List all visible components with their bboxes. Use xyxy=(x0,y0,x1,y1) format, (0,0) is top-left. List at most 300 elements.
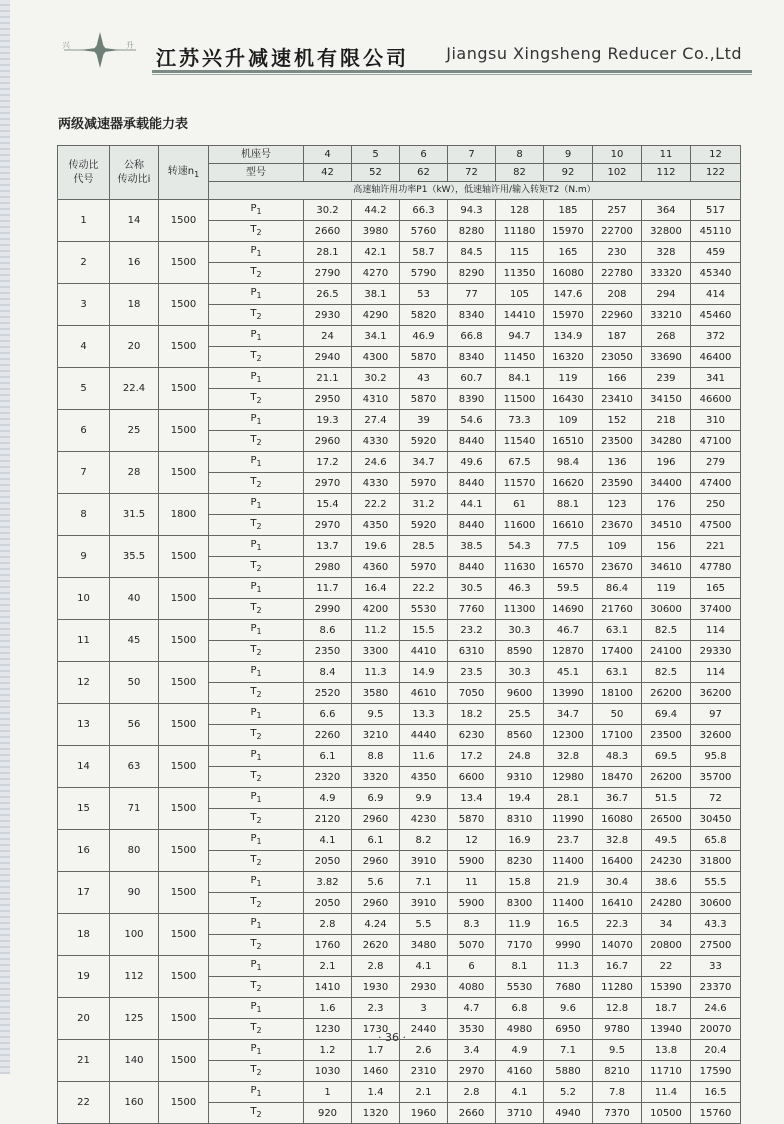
nominal-ratio-cell: 25 xyxy=(110,410,159,452)
p1-value-cell: 63.1 xyxy=(593,662,642,683)
nominal-ratio-cell: 160 xyxy=(110,1082,159,1124)
t2-label xyxy=(209,935,304,956)
speed-cell: 1500 xyxy=(159,410,209,452)
t2-value-cell: 24100 xyxy=(642,641,691,662)
p1-value-cell: 84.1 xyxy=(496,368,544,389)
p1-value-cell: 16.9 xyxy=(496,830,544,851)
t2-value-cell: 2930 xyxy=(304,305,352,326)
t-subscript: 2 xyxy=(256,984,262,993)
p1-label xyxy=(209,746,304,767)
t2-value-cell: 5920 xyxy=(400,515,448,536)
p1-value-cell: 24.6 xyxy=(691,998,741,1019)
p1-value-cell: 517 xyxy=(691,200,741,221)
speed-label: 转速n xyxy=(167,165,195,177)
t2-value-cell: 5870 xyxy=(400,389,448,410)
t2-value-cell: 2350 xyxy=(304,641,352,662)
speed-cell: 1500 xyxy=(159,578,209,620)
p1-value-cell: 115 xyxy=(496,242,544,263)
p-subscript: 1 xyxy=(256,501,262,510)
p1-value-cell: 6 xyxy=(448,956,496,977)
t2-value-cell: 11300 xyxy=(496,599,544,620)
t2-value-cell: 2790 xyxy=(304,263,352,284)
ratio-code-cell: 14 xyxy=(58,746,110,788)
t2-value-cell: 26500 xyxy=(642,809,691,830)
t2-value-cell: 9780 xyxy=(593,1019,642,1040)
p1-value-cell: 42.1 xyxy=(352,242,400,263)
p-subscript: 1 xyxy=(256,711,262,720)
t2-value-cell: 2990 xyxy=(304,599,352,620)
t-subscript: 2 xyxy=(256,354,262,363)
p1-value-cell: 36.7 xyxy=(593,788,642,809)
t2-value-cell: 22960 xyxy=(593,305,642,326)
speed-cell: 1500 xyxy=(159,620,209,662)
frame-number-cell: 4 xyxy=(304,146,352,164)
t2-value-cell: 3320 xyxy=(352,767,400,788)
nominal-ratio-cell: 14 xyxy=(110,200,159,242)
t2-value-cell: 8560 xyxy=(496,725,544,746)
t2-value-cell: 2930 xyxy=(400,977,448,998)
p1-value-cell: 176 xyxy=(642,494,691,515)
t-letter: T xyxy=(250,644,257,655)
t2-value-cell: 4410 xyxy=(400,641,448,662)
p1-value-cell: 18.2 xyxy=(448,704,496,725)
t2-value-cell: 11540 xyxy=(496,431,544,452)
p1-value-cell: 19.4 xyxy=(496,788,544,809)
p1-value-cell: 34.7 xyxy=(544,704,593,725)
t-letter: T xyxy=(250,224,257,235)
ratio-code-cell: 19 xyxy=(58,956,110,998)
p1-value-cell: 8.4 xyxy=(304,662,352,683)
p1-value-cell: 61 xyxy=(496,494,544,515)
t-letter: T xyxy=(250,266,257,277)
p1-label xyxy=(209,998,304,1019)
t2-value-cell: 11990 xyxy=(544,809,593,830)
p1-value-cell: 114 xyxy=(691,662,741,683)
t2-value-cell: 2940 xyxy=(304,347,352,368)
t-subscript: 2 xyxy=(256,816,262,825)
t2-value-cell: 5870 xyxy=(448,809,496,830)
t2-label xyxy=(209,347,304,368)
p1-value-cell: 414 xyxy=(691,284,741,305)
table-row-p1 xyxy=(58,1082,741,1103)
p1-label xyxy=(209,536,304,557)
t2-value-cell: 2310 xyxy=(400,1061,448,1082)
p1-value-cell: 23.5 xyxy=(448,662,496,683)
frame-number-cell: 10 xyxy=(593,146,642,164)
p-subscript: 1 xyxy=(256,543,262,552)
p-subscript: 1 xyxy=(256,375,262,384)
t2-value-cell: 8340 xyxy=(448,347,496,368)
p-letter: P xyxy=(250,245,257,256)
t-letter: T xyxy=(250,434,257,445)
p1-value-cell: 17.2 xyxy=(304,452,352,473)
p1-label xyxy=(209,956,304,977)
t2-value-cell: 11400 xyxy=(544,893,593,914)
t2-value-cell: 1410 xyxy=(304,977,352,998)
p1-value-cell: 4.9 xyxy=(496,1040,544,1061)
p1-value-cell: 2.1 xyxy=(400,1082,448,1103)
p1-value-cell: 221 xyxy=(691,536,741,557)
p-letter: P xyxy=(250,917,257,928)
p-subscript: 1 xyxy=(256,333,262,342)
nominal-ratio-cell: 100 xyxy=(110,914,159,956)
p1-value-cell: 69.5 xyxy=(642,746,691,767)
p1-value-cell: 11.3 xyxy=(352,662,400,683)
t2-label xyxy=(209,557,304,578)
p1-value-cell: 109 xyxy=(593,536,642,557)
p1-value-cell: 8.8 xyxy=(352,746,400,767)
t2-value-cell: 6230 xyxy=(448,725,496,746)
t2-value-cell: 5760 xyxy=(400,221,448,242)
p1-value-cell: 46.3 xyxy=(496,578,544,599)
ratio-code-cell: 1 xyxy=(58,200,110,242)
t-subscript: 2 xyxy=(256,648,262,657)
p1-label xyxy=(209,200,304,221)
load-capacity-table xyxy=(57,145,741,1124)
frame-number-cell: 8 xyxy=(496,146,544,164)
p-subscript: 1 xyxy=(256,459,262,468)
p1-value-cell: 13.8 xyxy=(642,1040,691,1061)
p1-value-cell: 55.5 xyxy=(691,872,741,893)
model-number-cell: 82 xyxy=(496,164,544,182)
p1-value-cell: 53 xyxy=(400,284,448,305)
p1-value-cell: 54.6 xyxy=(448,410,496,431)
nominal-ratio-cell: 18 xyxy=(110,284,159,326)
t2-value-cell: 45110 xyxy=(691,221,741,242)
t2-value-cell: 5900 xyxy=(448,851,496,872)
nominal-ratio-cell: 56 xyxy=(110,704,159,746)
t2-value-cell: 46400 xyxy=(691,347,741,368)
p-subscript: 1 xyxy=(256,795,262,804)
nominal-ratio-cell: 140 xyxy=(110,1040,159,1082)
t2-value-cell: 24230 xyxy=(642,851,691,872)
t2-value-cell: 920 xyxy=(304,1103,352,1124)
t2-value-cell: 22780 xyxy=(593,263,642,284)
t2-value-cell: 7170 xyxy=(496,935,544,956)
t2-value-cell: 20070 xyxy=(691,1019,741,1040)
table-row-p1 xyxy=(58,788,741,809)
p1-value-cell: 88.1 xyxy=(544,494,593,515)
speed-cell: 1500 xyxy=(159,242,209,284)
t2-value-cell: 2960 xyxy=(352,893,400,914)
t2-value-cell: 8310 xyxy=(496,809,544,830)
p1-value-cell: 51.5 xyxy=(642,788,691,809)
frame-number-cell: 12 xyxy=(691,146,741,164)
t2-value-cell: 13940 xyxy=(642,1019,691,1040)
t2-value-cell: 17590 xyxy=(691,1061,741,1082)
p1-value-cell: 123 xyxy=(593,494,642,515)
t2-value-cell: 16510 xyxy=(544,431,593,452)
nominal-ratio-cell: 20 xyxy=(110,326,159,368)
t2-value-cell: 2440 xyxy=(400,1019,448,1040)
col-header-nominal-ratio: 公称 传动比i xyxy=(110,146,159,200)
t-subscript: 2 xyxy=(256,900,262,909)
nominal-ratio-cell: 35.5 xyxy=(110,536,159,578)
p1-value-cell: 6.8 xyxy=(496,998,544,1019)
p1-value-cell: 7.1 xyxy=(400,872,448,893)
p1-value-cell: 7.8 xyxy=(593,1082,642,1103)
speed-cell: 1500 xyxy=(159,704,209,746)
p1-value-cell: 20.4 xyxy=(691,1040,741,1061)
p1-value-cell: 1.6 xyxy=(304,998,352,1019)
t2-value-cell: 33320 xyxy=(642,263,691,284)
speed-cell: 1500 xyxy=(159,956,209,998)
p1-value-cell: 11.4 xyxy=(642,1082,691,1103)
p1-value-cell: 279 xyxy=(691,452,741,473)
t2-value-cell: 5820 xyxy=(400,305,448,326)
ratio-code-cell: 10 xyxy=(58,578,110,620)
p1-value-cell: 239 xyxy=(642,368,691,389)
p-letter: P xyxy=(250,455,257,466)
p1-value-cell: 67.5 xyxy=(496,452,544,473)
p-subscript: 1 xyxy=(256,627,262,636)
t-subscript: 2 xyxy=(256,312,262,321)
nominal-ratio-cell: 16 xyxy=(110,242,159,284)
p1-value-cell: 4.9 xyxy=(304,788,352,809)
p-letter: P xyxy=(250,413,257,424)
table-body xyxy=(58,146,741,1124)
t2-value-cell: 4290 xyxy=(352,305,400,326)
p-letter: P xyxy=(250,371,257,382)
t2-label xyxy=(209,1103,304,1124)
t2-value-cell: 6950 xyxy=(544,1019,593,1040)
t2-value-cell: 2260 xyxy=(304,725,352,746)
t2-value-cell: 20800 xyxy=(642,935,691,956)
t2-value-cell: 23370 xyxy=(691,977,741,998)
t2-value-cell: 4300 xyxy=(352,347,400,368)
t2-value-cell: 3910 xyxy=(400,893,448,914)
p1-value-cell: 257 xyxy=(593,200,642,221)
p1-value-cell: 4.7 xyxy=(448,998,496,1019)
t-subscript: 2 xyxy=(256,1026,262,1035)
t2-value-cell: 8280 xyxy=(448,221,496,242)
row-label-model: 型号 xyxy=(209,164,304,182)
p1-value-cell: 2.1 xyxy=(304,956,352,977)
nominal-ratio-cell: 22.4 xyxy=(110,368,159,410)
t2-value-cell: 16620 xyxy=(544,473,593,494)
t2-value-cell: 3480 xyxy=(400,935,448,956)
t2-value-cell: 31800 xyxy=(691,851,741,872)
t2-value-cell: 11450 xyxy=(496,347,544,368)
p-subscript: 1 xyxy=(256,837,262,846)
t2-value-cell: 15390 xyxy=(642,977,691,998)
p1-value-cell: 65.8 xyxy=(691,830,741,851)
p1-value-cell: 34.1 xyxy=(352,326,400,347)
t2-value-cell: 1230 xyxy=(304,1019,352,1040)
p1-value-cell: 82.5 xyxy=(642,662,691,683)
p-subscript: 1 xyxy=(256,417,262,426)
t-letter: T xyxy=(250,1064,257,1075)
p1-value-cell: 84.5 xyxy=(448,242,496,263)
t2-value-cell: 2660 xyxy=(304,221,352,242)
p1-value-cell: 24.8 xyxy=(496,746,544,767)
p1-value-cell: 187 xyxy=(593,326,642,347)
t2-value-cell: 4980 xyxy=(496,1019,544,1040)
p1-value-cell: 11.9 xyxy=(496,914,544,935)
ratio-code-cell: 2 xyxy=(58,242,110,284)
p-letter: P xyxy=(250,539,257,550)
nominal-ratio-cell: 112 xyxy=(110,956,159,998)
table-row-p1 xyxy=(58,494,741,515)
table-row-p1 xyxy=(58,326,741,347)
p-subscript: 1 xyxy=(256,753,262,762)
p1-value-cell: 6.1 xyxy=(352,830,400,851)
t2-value-cell: 23050 xyxy=(593,347,642,368)
t2-value-cell: 4350 xyxy=(352,515,400,536)
t2-value-cell: 22700 xyxy=(593,221,642,242)
p1-value-cell: 27.4 xyxy=(352,410,400,431)
logo-char-right: 升 xyxy=(126,41,134,50)
p1-value-cell: 94.3 xyxy=(448,200,496,221)
p1-value-cell: 7.1 xyxy=(544,1040,593,1061)
t2-value-cell: 47400 xyxy=(691,473,741,494)
p-letter: P xyxy=(250,1001,257,1012)
p1-value-cell: 30.5 xyxy=(448,578,496,599)
p1-value-cell: 9.5 xyxy=(593,1040,642,1061)
p1-label xyxy=(209,914,304,935)
t2-value-cell: 2120 xyxy=(304,809,352,830)
nominal-ratio-cell: 28 xyxy=(110,452,159,494)
p1-label xyxy=(209,578,304,599)
p1-value-cell: 86.4 xyxy=(593,578,642,599)
t2-value-cell: 26200 xyxy=(642,767,691,788)
t2-label xyxy=(209,851,304,872)
p1-value-cell: 16.5 xyxy=(544,914,593,935)
table-row-p1 xyxy=(58,830,741,851)
p1-value-cell: 34 xyxy=(642,914,691,935)
t2-value-cell: 15970 xyxy=(544,221,593,242)
p1-value-cell: 22.3 xyxy=(593,914,642,935)
p1-value-cell: 5.2 xyxy=(544,1082,593,1103)
p1-value-cell: 66.8 xyxy=(448,326,496,347)
t2-value-cell: 46600 xyxy=(691,389,741,410)
p1-value-cell: 44.1 xyxy=(448,494,496,515)
table-row-p1 xyxy=(58,368,741,389)
row-label-frame: 机座号 xyxy=(209,146,304,164)
frame-number-cell: 7 xyxy=(448,146,496,164)
p1-value-cell: 8.2 xyxy=(400,830,448,851)
header-rule-thin xyxy=(152,74,752,75)
t2-value-cell: 16570 xyxy=(544,557,593,578)
speed-cell: 1500 xyxy=(159,368,209,410)
p1-label xyxy=(209,830,304,851)
t2-value-cell: 23500 xyxy=(593,431,642,452)
t2-value-cell: 2950 xyxy=(304,389,352,410)
t2-value-cell: 12300 xyxy=(544,725,593,746)
t2-value-cell: 5900 xyxy=(448,893,496,914)
t2-value-cell: 1730 xyxy=(352,1019,400,1040)
p-letter: P xyxy=(250,581,257,592)
p1-value-cell: 459 xyxy=(691,242,741,263)
p1-label xyxy=(209,242,304,263)
t2-value-cell: 34150 xyxy=(642,389,691,410)
p1-value-cell: 28.1 xyxy=(544,788,593,809)
speed-cell: 1500 xyxy=(159,452,209,494)
p1-value-cell: 12 xyxy=(448,830,496,851)
t2-value-cell: 17400 xyxy=(593,641,642,662)
p1-label xyxy=(209,494,304,515)
t2-value-cell: 8300 xyxy=(496,893,544,914)
t2-value-cell: 2960 xyxy=(304,431,352,452)
p-letter: P xyxy=(250,287,257,298)
t2-value-cell: 34280 xyxy=(642,431,691,452)
t2-value-cell: 11570 xyxy=(496,473,544,494)
t2-value-cell: 4160 xyxy=(496,1061,544,1082)
t-letter: T xyxy=(250,896,257,907)
t2-label xyxy=(209,305,304,326)
p1-value-cell: 72 xyxy=(691,788,741,809)
p1-value-cell: 230 xyxy=(593,242,642,263)
t2-value-cell: 2320 xyxy=(304,767,352,788)
p1-value-cell: 66.3 xyxy=(400,200,448,221)
p1-value-cell: 134.9 xyxy=(544,326,593,347)
p1-value-cell: 94.7 xyxy=(496,326,544,347)
model-number-cell: 52 xyxy=(352,164,400,182)
p1-value-cell: 328 xyxy=(642,242,691,263)
t-subscript: 2 xyxy=(256,480,262,489)
t2-value-cell: 4330 xyxy=(352,431,400,452)
t2-value-cell: 16320 xyxy=(544,347,593,368)
t-letter: T xyxy=(250,686,257,697)
t2-value-cell: 7370 xyxy=(593,1103,642,1124)
p1-value-cell: 16.7 xyxy=(593,956,642,977)
p1-value-cell: 28.1 xyxy=(304,242,352,263)
t2-value-cell: 7680 xyxy=(544,977,593,998)
t2-value-cell: 4610 xyxy=(400,683,448,704)
p1-value-cell: 39 xyxy=(400,410,448,431)
p1-value-cell: 22.2 xyxy=(352,494,400,515)
p1-value-cell: 208 xyxy=(593,284,642,305)
t2-value-cell: 4330 xyxy=(352,473,400,494)
p1-value-cell: 11.7 xyxy=(304,578,352,599)
p1-value-cell: 63.1 xyxy=(593,620,642,641)
t2-value-cell: 2970 xyxy=(304,515,352,536)
t-letter: T xyxy=(250,518,257,529)
p1-value-cell: 59.5 xyxy=(544,578,593,599)
p1-label xyxy=(209,1082,304,1103)
p1-label xyxy=(209,788,304,809)
p1-label xyxy=(209,452,304,473)
t2-value-cell: 16400 xyxy=(593,851,642,872)
p1-value-cell: 18.7 xyxy=(642,998,691,1019)
p1-label xyxy=(209,326,304,347)
t-subscript: 2 xyxy=(256,942,262,951)
p1-value-cell: 8.3 xyxy=(448,914,496,935)
t2-label xyxy=(209,1061,304,1082)
p1-value-cell: 95.8 xyxy=(691,746,741,767)
p1-value-cell: 45.1 xyxy=(544,662,593,683)
p1-value-cell: 54.3 xyxy=(496,536,544,557)
p-subscript: 1 xyxy=(256,879,262,888)
speed-cell: 1500 xyxy=(159,998,209,1040)
t2-value-cell: 1930 xyxy=(352,977,400,998)
t2-value-cell: 34610 xyxy=(642,557,691,578)
t2-label xyxy=(209,809,304,830)
p1-value-cell: 166 xyxy=(593,368,642,389)
p-letter: P xyxy=(250,329,257,340)
p1-value-cell: 97 xyxy=(691,704,741,725)
p-letter: P xyxy=(250,497,257,508)
p1-value-cell: 30.2 xyxy=(352,368,400,389)
ratio-code-cell: 5 xyxy=(58,368,110,410)
t2-value-cell: 4360 xyxy=(352,557,400,578)
t2-value-cell: 4200 xyxy=(352,599,400,620)
p1-value-cell: 4.1 xyxy=(496,1082,544,1103)
t2-value-cell: 14410 xyxy=(496,305,544,326)
p1-value-cell: 38.6 xyxy=(642,872,691,893)
table-row-p1 xyxy=(58,410,741,431)
p1-value-cell: 1.4 xyxy=(352,1082,400,1103)
